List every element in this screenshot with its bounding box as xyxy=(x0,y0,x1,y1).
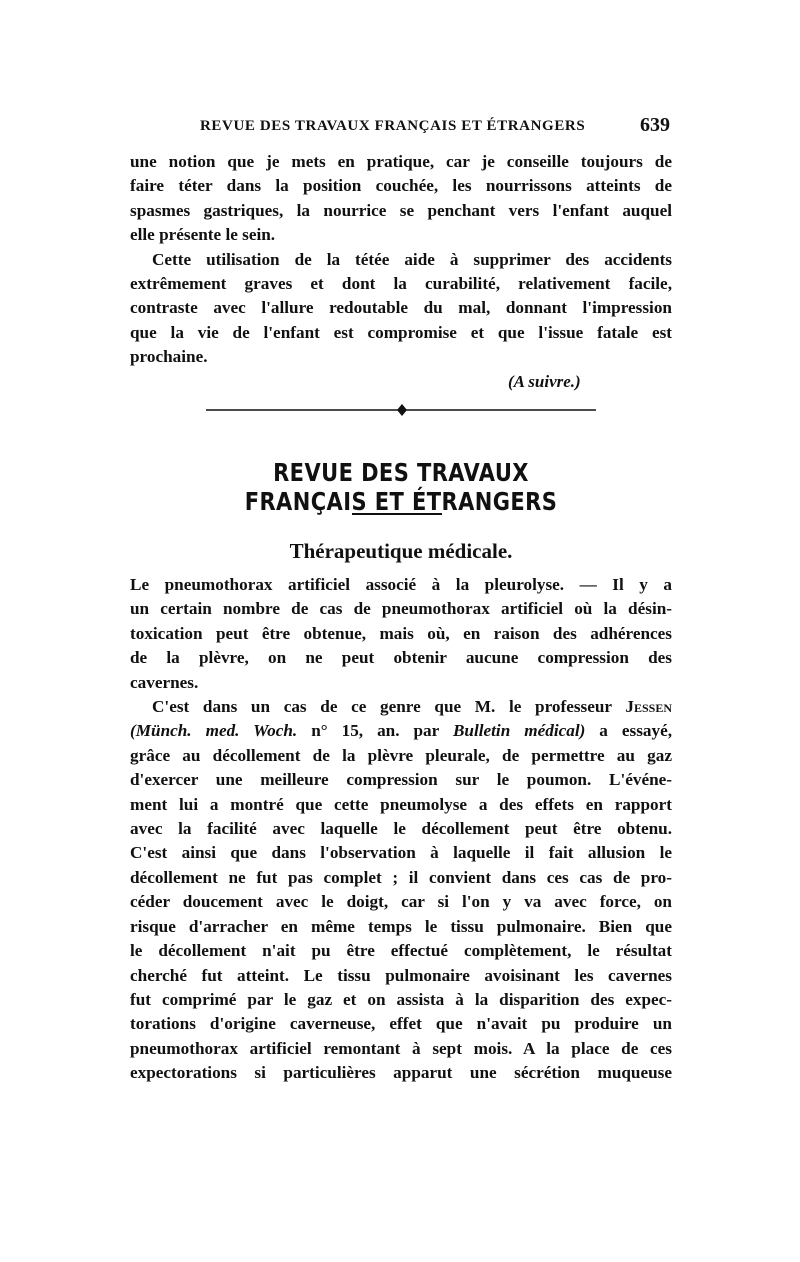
text-line: cherché fut atteint. Le tissu pulmonaire avoisinant les cavernes xyxy=(130,965,672,985)
text-line: céder doucement avec le doigt, car si l'on y va avec force, on xyxy=(130,892,672,912)
text-line: C'est dans un cas de ce genre que M. le professeur Jessen xyxy=(152,697,672,717)
article-title: Le pneumothorax artificiel associé à la pleurolyse. xyxy=(130,575,565,594)
running-title: REVUE DES TRAVAUX FRANÇAIS ET ÉTRANGERS xyxy=(200,118,586,134)
text-line: le décollement n'ait pu être effectué complètement, le résultat xyxy=(130,941,672,961)
text-line: risque d'arracher en même temps le tissu pulmonaire. Bien que xyxy=(130,916,672,936)
text-line: toxication peut être obtenue, mais où, en raison des adhérences xyxy=(130,623,672,643)
text-line: de la plèvre, on ne peut obtenir aucune compression des xyxy=(130,648,672,668)
text-line: contraste avec l'allure redoutable du mal, donnant l'impression xyxy=(130,298,672,318)
text-line: cavernes. xyxy=(130,672,199,692)
subsection-title: Thérapeutique médicale. xyxy=(289,539,513,563)
text-line: faire téter dans la position couchée, les nourrissons atteints de xyxy=(130,176,672,196)
page-number: 639 xyxy=(640,114,670,136)
continued-note: (A suivre.) xyxy=(508,372,581,391)
title-rule xyxy=(352,513,442,515)
text-line: (Münch. med. Woch. n° 15, an. par Bulletin médical) a essayé, xyxy=(130,721,672,741)
text-line: avec la facilité avec laquelle le décollement peut être obtenu. xyxy=(130,819,672,839)
text-line: Cette utilisation de la tétée aide à supprimer des accidents xyxy=(152,249,672,269)
article-body xyxy=(130,573,672,1086)
author-name: Jessen xyxy=(625,697,672,717)
text-line: prochaine. xyxy=(130,347,208,367)
text-line: que la vie de l'enfant est compromise et que l'issue fatale est xyxy=(130,322,672,342)
text-line: d'exercer une meilleure compression sur le poumon. L'événe- xyxy=(130,770,672,790)
text-line: pneumothorax artificiel remontant à sept mois. A la place de ces xyxy=(130,1038,672,1058)
text-line: elle présente le sein. xyxy=(130,225,276,245)
section-title: REVUE DES TRAVAUX FRANÇAIS ET ÉTRANGERS xyxy=(244,458,558,516)
text-line: extrêmement graves et dont la curabilité, relativement facile, xyxy=(130,274,672,294)
journal-ref: (Münch. med. Woch. xyxy=(130,721,298,741)
text-line: Le pneumothorax artificiel associé à la pleurolyse. — Il y a xyxy=(130,575,672,594)
text-line: ment lui a montré que cette pneumolyse a des effets en rapport xyxy=(130,794,672,814)
running-header xyxy=(200,114,670,136)
text-line: spasmes gastriques, la nourrice se penchant vers l'enfant auquel xyxy=(130,200,672,220)
text-line: décollement ne fut pas complet ; il convient dans ces cas de pro- xyxy=(130,867,672,887)
text-line: un certain nombre de cas de pneumothorax artificiel où la désin- xyxy=(130,599,672,619)
text-line: expectorations si particulières apparut une sécrétion muqueuse xyxy=(130,1063,672,1083)
top-text-block xyxy=(130,150,672,370)
text-line: torations d'origine caverneuse, effet que n'avait pu produire un xyxy=(130,1014,672,1034)
text-line: fut comprimé par le gaz et on assista à la disparition des expec- xyxy=(130,989,672,1009)
bulletin-ref: Bulletin médical) xyxy=(452,721,586,741)
text-line: grâce au décollement de la plèvre pleurale, de permettre au gaz xyxy=(130,745,672,765)
text-line: une notion que je mets en pratique, car je conseille toujours de xyxy=(130,152,672,171)
text-line: C'est ainsi que dans l'observation à laquelle il fait allusion le xyxy=(130,843,672,863)
ornament-divider xyxy=(206,404,596,416)
